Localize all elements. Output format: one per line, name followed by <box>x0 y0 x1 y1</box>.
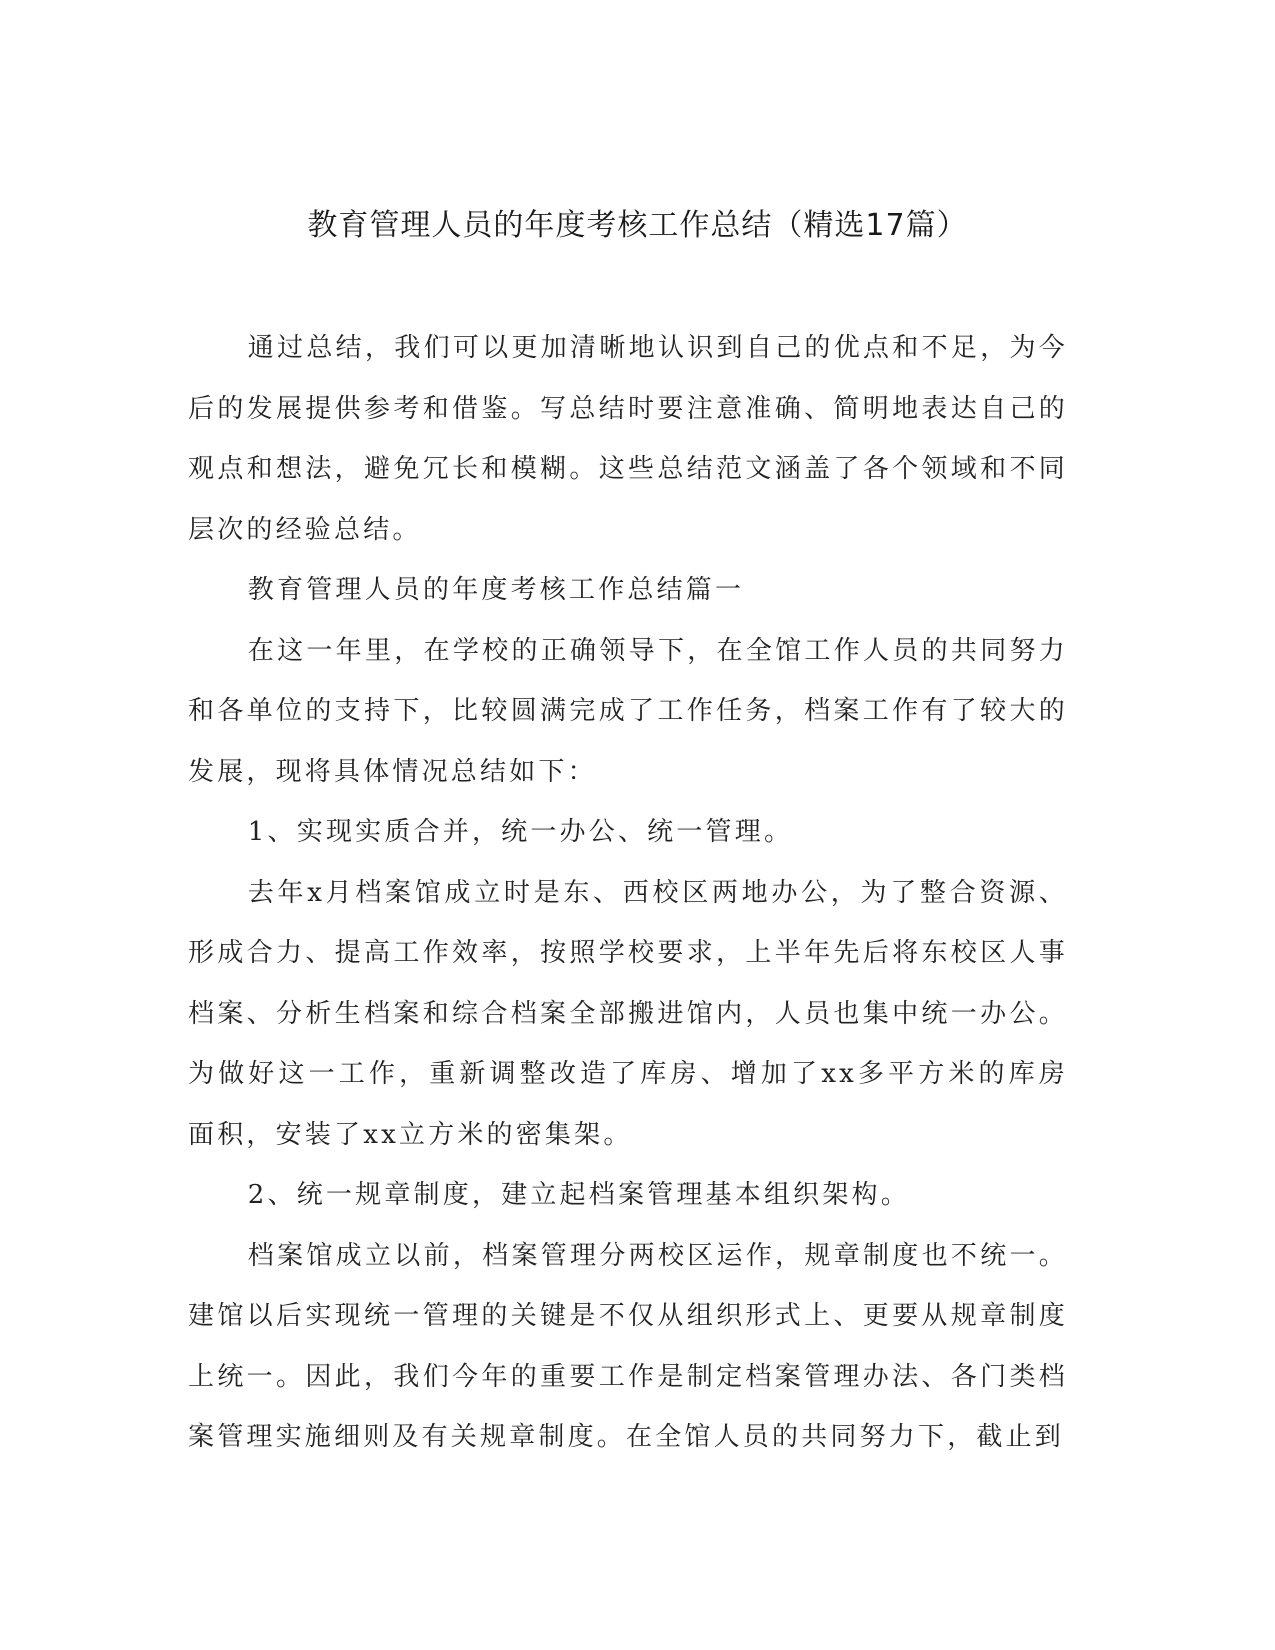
body-paragraph: 去年x月档案馆成立时是东、西校区两地办公，为了整合资源、形成合力、提高工作效率，按照学校要求，上半年先后将东校区人事档案、分析生档案和综合档案全部搬进馆内，人员也集中统一办公。为做好这一工作，重新调整改造了库房、增加了xx多平方米的库房面积，安装了xx立方米的密集架。 <box>188 877 1068 1150</box>
document-title: 教育管理人员的年度考核工作总结（精选17篇） <box>307 208 968 243</box>
section-heading: 教育管理人员的年度考核工作总结篇一 <box>247 575 745 605</box>
numbered-item: 2、统一规章制度，建立起档案管理基本组织架构。 <box>247 1180 910 1210</box>
document-body <box>188 318 1068 1468</box>
numbered-item: 1、实现实质合并，统一办公、统一管理。 <box>247 817 794 847</box>
intro-paragraph: 通过总结，我们可以更加清晰地认识到自己的优点和不足，为今后的发展提供参考和借鉴。写总结时要注意准确、简明地表达自己的观点和想法，避免冗长和模糊。这些总结范文涵盖了各个领域和不同层次的经验总结。 <box>188 333 1068 545</box>
body-paragraph: 档案馆成立以前，档案管理分两校区运作，规章制度也不统一。建馆以后实现统一管理的关键是不仅从组织形式上、更要从规章制度上统一。因此，我们今年的重要工作是制定档案管理办法、各门类档案管理实施细则及有关规章制度。在全馆人员的共同努力下，截止到 <box>188 1240 1068 1452</box>
body-paragraph: 在这一年里，在学校的正确领导下，在全馆工作人员的共同努力和各单位的支持下，比较圆满完成了工作任务，档案工作有了较大的发展，现将具体情况总结如下： <box>188 635 1068 787</box>
